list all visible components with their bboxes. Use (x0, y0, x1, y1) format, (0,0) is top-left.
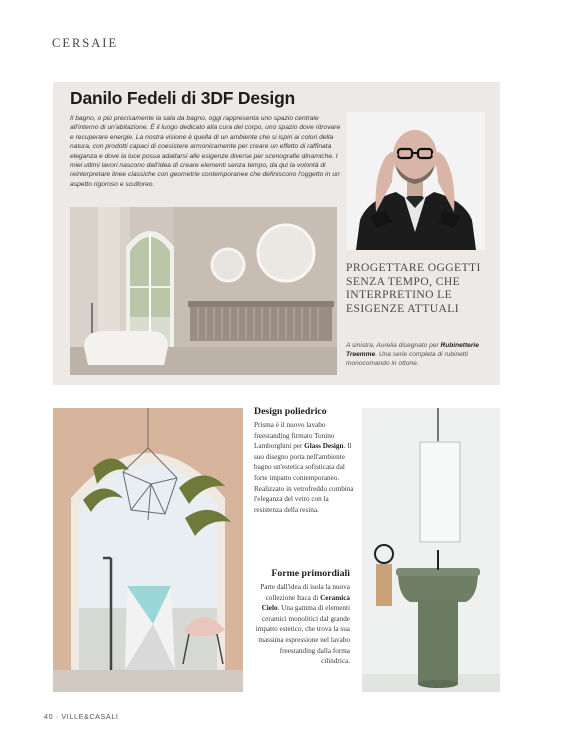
forme-primordiali-title: Forme primordiali (271, 568, 350, 579)
forme-primordiali-article (252, 568, 350, 667)
design-poliedrico-article (254, 406, 356, 515)
designer-portrait-photo (346, 112, 485, 250)
forme-primordiali-body: Parte dall'idea di isola la nuova collezione Itaca di Ceramica Cielo. Una gamma di elementi ceramici monolitici dal grande impatto estetico, che trova la sua massima espressione nel lavabo freestanding dalla forma cilindrica. (255, 583, 350, 666)
page-folio: 40 · VILLE&CASALI (44, 712, 119, 721)
ceramica-cielo-brand: Ceramica Cielo (261, 593, 350, 613)
design-poliedrico-title: Design poliedrico (254, 406, 327, 417)
section-label: CERSAIE (52, 36, 119, 50)
pullquote: PROGETTARE OGGETTI SENZA TEMPO, CHE INTERPRETINO LE ESIGENZE ATTUALI (346, 261, 481, 315)
design-poliedrico-body: Prisma è il nuovo lavabo freestanding firmato Tonino Lamborghini per Glass Design. Il suo disegno porta nell'ambiente bagno un'estetica sofisticata dal forte impatto contemporaneo. Realizzato in vetrofreddo combina l'eleganza del vetro con la resistenza della resina. (254, 421, 354, 514)
aurelia-caption: A sinistra, Aurelia disegnato per Rubinetterie Treemme. Una serie completa di rubinetti monocomando in ottone. (346, 342, 479, 367)
prisma-washbasin-photo (53, 408, 243, 692)
bathroom-photo-aurelia (70, 207, 337, 375)
glass-design-brand: Glass Design (304, 442, 344, 451)
feature-title: Danilo Fedeli di 3DF Design (70, 88, 296, 108)
caption-brand: Rubinetterie Treemme (346, 342, 479, 358)
feature-body: Il bagno, o più precisamente la sala da bagno, oggi rappresenta uno spazio centrale all'interno di un'abitazione. È il luogo dedicato alla cura del corpo, uno spazio dove ritrovare e recuperare energie. La nostra visione è quella di un ambiente che si ispiri ai colori della natura, con prodotti capaci di coesistere armonicamente per creare un effetto di raffinata eleganza e dove la luce possa adattarsi alle esigenze diverse per scenografie dinamiche. I miei ultimi lavori nascono dall'idea di creare elementi senza tempo, da qui la volontà di reinterpretare linee classiche con geometrie contemporanee che definiscono l'oggetto in un aspetto rigoroso e scultoreo. (70, 115, 341, 188)
itaca-washbasin-photo (362, 408, 500, 692)
